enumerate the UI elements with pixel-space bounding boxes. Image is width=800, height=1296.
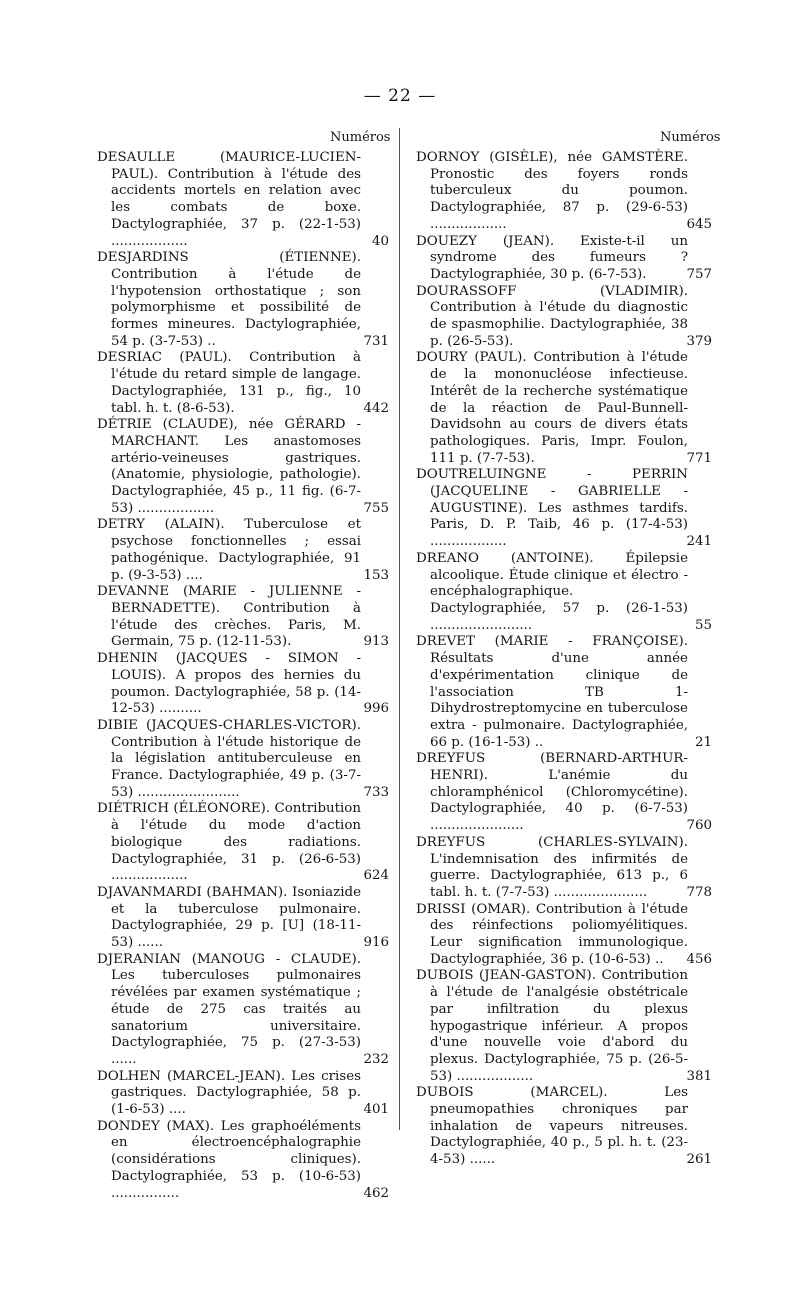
- entry-dreano: [416, 551, 712, 635]
- entry-desjardins: [97, 250, 389, 350]
- entry-doury: [416, 350, 712, 467]
- entry-doutreluingne: [416, 467, 712, 551]
- entry-number: 442: [363, 400, 389, 416]
- entry-text: DJERANIAN (MANOUG - CLAUDE). Les tuberculoses pulmonaires révélées par examen systématique ; étude de 275 cas traités au sanatorium universitaire. Dactylographiée, 75 p. (27-3-53) ......: [97, 951, 361, 1067]
- entry-text: DESJARDINS (ÉTIENNE). Contribution à l'étude de l'hypotension orthostatique ; son polymorphisme et possibilité de formes mineures. Dactylographiée, 54 p. (3-7-53) ..: [97, 250, 361, 349]
- entry-text: DREVET (MARIE - FRANÇOISE). Résultats d'une année d'expérimentation clinique de l'association TB 1-Dihydrostreptomycine en tuberculose extra - pulmonaire. Dactylographiée, 66 p. (16-1-53) ..: [416, 634, 688, 750]
- entry-number: 261: [686, 1152, 712, 1168]
- entry-devanne: [97, 584, 389, 651]
- entry-text: DOUTRELUINGNE - PERRIN (JACQUELINE - GABRIELLE - AUGUSTINE). Les asthmes tardifs. Paris, D. P. Taib, 46 p. (17-4-53) ..................: [416, 467, 688, 550]
- entry-number: 153: [363, 567, 389, 583]
- entry-djeranian: [97, 952, 389, 1069]
- entry-text: DOURY (PAUL). Contribution à l'étude de la mononucléose infectieuse. Intérêt de la recherche systématique de la réaction de Paul-Bunnell-Davidsohn au cours de divers états pathologiques. Paris, Impr. Foulon, 111 p. (7-7-53).: [416, 350, 688, 466]
- entry-douezy: [416, 234, 712, 284]
- entry-number: 913: [363, 634, 389, 650]
- entry-dhenin: [97, 651, 389, 718]
- entry-number: 40: [371, 233, 389, 249]
- entry-number: 381: [686, 1068, 712, 1084]
- entry-number: 241: [686, 534, 712, 550]
- entry-dornoy: [416, 150, 712, 234]
- entry-dondey: [97, 1119, 389, 1203]
- entry-number: 731: [363, 333, 389, 349]
- entry-text: DESRIAC (PAUL). Contribution à l'étude du retard simple de langage. Dactylographiée, 131 p., fig., 10 tabl. h. t. (8-6-53).: [97, 350, 361, 416]
- entry-number: 462: [363, 1185, 389, 1201]
- entry-detry: [97, 517, 389, 584]
- left-column: [97, 150, 389, 1202]
- entry-number: 21: [694, 734, 712, 750]
- entry-text: DÉTRIE (CLAUDE), née GÉRARD - MARCHANT. Les anastomoses artério-veineuses gastriques. (Anatomie, physiologie, pathologie). Dactylographiée, 45 p., 11 fig. (6-7-53) ..................: [97, 417, 361, 516]
- right-column-label: Numéros: [660, 130, 721, 145]
- entry-number: 401: [363, 1102, 389, 1118]
- entry-djavanmardi: [97, 885, 389, 952]
- entry-text: DOUEZY (JEAN). Existe-t-il un syndrome des fumeurs ? Dactylographiée, 30 p. (6-7-53).: [416, 233, 688, 282]
- entry-number: 733: [363, 784, 389, 800]
- entry-text: DETRY (ALAIN). Tuberculose et psychose fonctionnelles ; essai pathogénique. Dactylographiée, 91 p. (9-3-53) ....: [97, 517, 361, 583]
- entry-text: DREYFUS (BERNARD-ARTHUR-HENRI). L'anémie du chloramphénicol (Chloromycétine). Dactylographiée, 40 p. (6-7-53) ......................: [416, 751, 688, 834]
- entry-dubois-marcel: [416, 1085, 712, 1169]
- entry-dreyfus-charles: [416, 835, 712, 902]
- page-number: — 22 —: [363, 86, 437, 106]
- entry-text: DOURASSOFF (VLADIMIR). Contribution à l'étude du diagnostic de spasmophilie. Dactylographiée, 38 p. (26-5-53).: [416, 283, 688, 349]
- entry-text: DJAVANMARDI (BAHMAN). Isoniazide et la tuberculose pulmonaire. Dactylographiée, 29 p. [U] (18-11-53) ......: [97, 884, 361, 951]
- entry-dibie: [97, 718, 389, 802]
- right-column: [416, 150, 712, 1169]
- entry-text: DIÉTRICH (ÉLÉONORE). Contribution à l'étude du mode d'action biologique des radiations. Dactylographiée, 31 p. (26-6-53) ..................: [97, 801, 361, 884]
- entry-number: 996: [363, 701, 389, 717]
- entry-number: 379: [686, 333, 712, 349]
- column-divider: [399, 128, 400, 1130]
- entry-dubois-jean: [416, 968, 712, 1085]
- entry-number: 232: [363, 1051, 389, 1067]
- entry-text: DREANO (ANTOINE). Épilepsie alcoolique. Étude clinique et électro - encéphalographique. Dactylographiée, 57 p. (26-1-53) ........................: [416, 550, 688, 633]
- entry-dolhen: [97, 1069, 389, 1119]
- left-column-label: Numéros: [330, 130, 391, 145]
- entry-number: 624: [363, 868, 389, 884]
- entry-number: 645: [686, 216, 712, 232]
- entry-text: DESAULLE (MAURICE-LUCIEN-PAUL). Contribution à l'étude des accidents mortels en relation avec les combats de boxe. Dactylographiée, 37 p. (22-1-53) ..................: [97, 150, 361, 249]
- entry-drevet: [416, 634, 712, 751]
- entry-dietrich: [97, 801, 389, 885]
- entry-dreyfus-bernard: [416, 751, 712, 835]
- entry-number: 55: [694, 617, 712, 633]
- entry-text: DEVANNE (MARIE - JULIENNE - BERNADETTE). Contribution à l'étude des crèches. Paris, M. Germain, 75 p. (12-11-53).: [97, 584, 361, 650]
- entry-text: DORNOY (GISÈLE), née GAMSTÈRE. Pronostic des foyers ronds tuberculeux du poumon. Dactylographiée, 87 p. (29-6-53) ..................: [416, 150, 688, 232]
- entry-number: 778: [686, 884, 712, 900]
- entry-number: 771: [686, 450, 712, 466]
- entry-text: DUBOIS (JEAN-GASTON). Contribution à l'étude de l'analgésie obstétricale par infiltration du plexus hypogastrique inférieur. A propos d'une nouvelle voie d'abord du plexus. Dactylographiée, 75 p. (26-5-53) ..................: [416, 968, 688, 1084]
- entry-number: 757: [686, 266, 712, 282]
- entry-dourassoff: [416, 284, 712, 351]
- entry-text: DIBIE (JACQUES-CHARLES-VICTOR). Contribution à l'étude historique de la législation antituberculeuse en France. Dactylographiée, 49 p. (3-7-53) ........................: [97, 717, 361, 800]
- entry-number: 755: [363, 500, 389, 516]
- entry-detrie: [97, 417, 389, 517]
- entry-drissi: [416, 902, 712, 969]
- entry-number: 760: [686, 818, 712, 834]
- entry-number: 456: [686, 951, 712, 967]
- entry-text: DREYFUS (CHARLES-SYLVAIN). L'indemnisation des infirmités de guerre. Dactylographiée, 613 p., 6 tabl. h. t. (7-7-53) ......................: [416, 834, 688, 900]
- entry-text: DUBOIS (MARCEL). Les pneumopathies chroniques par inhalation de vapeurs nitreuses. Dactylographiée, 40 p., 5 pl. h. t. (23-4-53) ......: [416, 1085, 688, 1168]
- entry-desaulle: [97, 150, 389, 250]
- entry-text: DOLHEN (MARCEL-JEAN). Les crises gastriques. Dactylographiée, 58 p. (1-6-53) ....: [97, 1068, 361, 1118]
- entry-text: DRISSI (OMAR). Contribution à l'étude des réinfections poliomyélitiques. Leur signification immunologique. Dactylographiée, 36 p. (10-6-53) ..: [416, 901, 688, 967]
- entry-desriac: [97, 350, 389, 417]
- entry-text: DONDEY (MAX). Les graphoéléments en électroencéphalographie (considérations cliniques). Dactylographiée, 53 p. (10-6-53) ................: [97, 1118, 361, 1201]
- entry-number: 916: [363, 935, 389, 951]
- entry-text: DHENIN (JACQUES - SIMON - LOUIS). A propos des hernies du poumon. Dactylographiée, 58 p. (14-12-53) ..........: [97, 651, 361, 717]
